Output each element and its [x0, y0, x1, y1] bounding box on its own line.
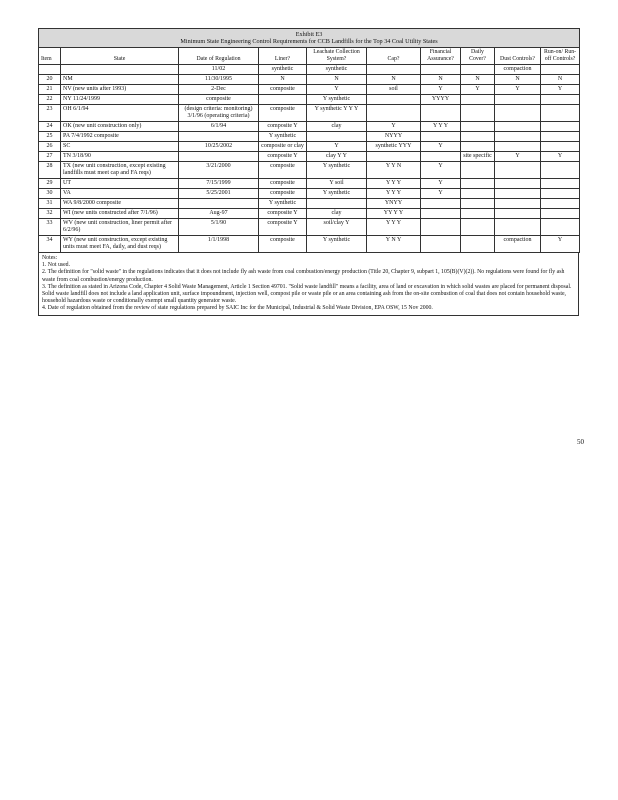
table-cell: [461, 142, 495, 152]
table-cell: NYYY: [367, 132, 421, 142]
table-cell: [307, 199, 367, 209]
table-cell: NM: [61, 75, 179, 85]
table-cell: clay: [307, 209, 367, 219]
table-cell: clay: [307, 122, 367, 132]
table-row: [39, 132, 580, 142]
table-cell: 32: [39, 209, 61, 219]
table-cell: site specific: [461, 152, 495, 162]
exhibit-title-row: [39, 29, 580, 48]
page-number: 50: [577, 438, 584, 446]
table-cell: [495, 132, 541, 142]
table-cell: 21: [39, 85, 61, 95]
table-row: [39, 209, 580, 219]
table-cell: (design criteria: monitoring) 3/1/96 (operating criteria): [179, 105, 259, 122]
table-row: [39, 199, 580, 209]
table-cell: compaction: [495, 236, 541, 253]
table-cell: YY Y Y: [367, 209, 421, 219]
table-cell: [541, 199, 580, 209]
col-header-daily-cover: Daily Cover?: [461, 48, 495, 65]
table-cell: 10/25/2002: [179, 142, 259, 152]
table-cell: Y N Y: [367, 236, 421, 253]
table-cell: composite Y: [259, 219, 307, 236]
requirements-table: [38, 28, 580, 253]
table-cell: composite: [259, 236, 307, 253]
table-cell: 23: [39, 105, 61, 122]
table-cell: 30: [39, 189, 61, 199]
table-row: [39, 75, 580, 85]
table-cell: Y synthetic: [259, 132, 307, 142]
table-cell: [179, 152, 259, 162]
table-row: [39, 219, 580, 236]
exhibit-title: Minimum State Engineering Control Requirements for CCB Landfills for the Top 34 Coal Utility States: [180, 38, 438, 45]
table-cell: 11/02: [179, 65, 259, 75]
table-cell: 24: [39, 122, 61, 132]
table-cell: soil/clay Y: [307, 219, 367, 236]
table-cell: Y: [495, 152, 541, 162]
table-row: [39, 65, 580, 75]
table-cell: 5/25/2001: [179, 189, 259, 199]
notes-block: [38, 253, 579, 316]
table-cell: Y: [421, 162, 461, 179]
table-row: [39, 236, 580, 253]
table-cell: [541, 209, 580, 219]
table-cell: [259, 95, 307, 105]
table-cell: composite or clay: [259, 142, 307, 152]
table-cell: [461, 65, 495, 75]
table-row: [39, 142, 580, 152]
table-cell: Y Y N: [367, 162, 421, 179]
table-cell: [541, 142, 580, 152]
table-cell: Y synthetic: [307, 162, 367, 179]
table-cell: [541, 95, 580, 105]
table-cell: composite Y: [259, 209, 307, 219]
table-cell: [421, 219, 461, 236]
table-cell: [495, 179, 541, 189]
table-cell: Y Y Y: [367, 219, 421, 236]
col-header-item: Item: [39, 48, 61, 65]
table-cell: NY 11/24/1999: [61, 95, 179, 105]
table-row: [39, 152, 580, 162]
table-cell: synthetic: [259, 65, 307, 75]
table-cell: [541, 179, 580, 189]
table-cell: PA 7/4/1992 composite: [61, 132, 179, 142]
table-cell: 5/1/90: [179, 219, 259, 236]
table-cell: composite: [259, 85, 307, 95]
table-cell: TX (new unit construction, except existing landfills must meet cap and FA reqs): [61, 162, 179, 179]
table-cell: 34: [39, 236, 61, 253]
table-cell: [461, 122, 495, 132]
note-3: 3. The definition as stated in Arizona Code, Chapter 4 Solid Waste Management, Article 1 Section 49701. "Solid waste landfill" means a facility, area of land or excavation in which solid wastes are placed for permanent disposal. Solid waste landfill does not include a land application unit, surface impoundment, injection well, compost pile or waste pile or an area containing ash from the on-site combustion of coal that does not contain household waste, household hazardous waste or conditionally exempt small quantity generator waste.: [42, 283, 572, 305]
table-cell: VA: [61, 189, 179, 199]
table-cell: [495, 95, 541, 105]
table-cell: composite: [259, 162, 307, 179]
note-2: 2. The definition for "solid waste" in the regulations indicates that it does not include fly ash waste from coal combustion/energy production (Title 20, Chapter 9, subpart 1, 105(B)(V)(2)). No regulations were found for fly ash waste from coal combustion/energy production.: [42, 269, 565, 283]
table-cell: UT: [61, 179, 179, 189]
table-cell: [461, 199, 495, 209]
table-cell: Y synthetic: [259, 199, 307, 209]
table-cell: WY (new unit construction, except existing units must meet FA, daily, and dust reqs): [61, 236, 179, 253]
table-cell: composite: [259, 189, 307, 199]
table-cell: [541, 132, 580, 142]
table-cell: clay Y Y: [307, 152, 367, 162]
table-cell: Y synthetic: [307, 95, 367, 105]
col-header-state: State: [61, 48, 179, 65]
table-cell: Y: [541, 85, 580, 95]
table-cell: [421, 132, 461, 142]
table-cell: Y: [367, 122, 421, 132]
table-cell: 2-Dec: [179, 85, 259, 95]
table-cell: [179, 199, 259, 209]
table-row: [39, 85, 580, 95]
table-cell: 7/15/1999: [179, 179, 259, 189]
table-cell: N: [367, 75, 421, 85]
table-cell: 26: [39, 142, 61, 152]
table-cell: [541, 162, 580, 179]
table-cell: WA 9/8/2000 composite: [61, 199, 179, 209]
exhibit-label: Exhibit E3: [295, 31, 323, 38]
table-cell: 33: [39, 219, 61, 236]
column-header-row: [39, 48, 580, 65]
table-cell: 29: [39, 179, 61, 189]
table-cell: Y Y Y: [421, 122, 461, 132]
table-cell: OH 6/1/94: [61, 105, 179, 122]
table-cell: [367, 65, 421, 75]
table-cell: Y synthetic: [307, 236, 367, 253]
table-cell: 27: [39, 152, 61, 162]
table-cell: WI (new units constructed after 7/1/96): [61, 209, 179, 219]
table-cell: [367, 152, 421, 162]
table-cell: Y: [541, 152, 580, 162]
table-cell: Y Y Y: [367, 189, 421, 199]
table-cell: N: [495, 75, 541, 85]
table-cell: [495, 199, 541, 209]
table-cell: [461, 219, 495, 236]
table-cell: OK (new unit construction only): [61, 122, 179, 132]
table-cell: [495, 209, 541, 219]
table-row: [39, 162, 580, 179]
table-row: [39, 179, 580, 189]
table-cell: synthetic: [307, 65, 367, 75]
table-cell: [461, 179, 495, 189]
table-cell: [495, 105, 541, 122]
table-cell: Y: [541, 236, 580, 253]
table-row: [39, 189, 580, 199]
col-header-leachate: Leachate Collection System?: [307, 48, 367, 65]
table-cell: [461, 236, 495, 253]
table-cell: 3/21/2000: [179, 162, 259, 179]
table-cell: 20: [39, 75, 61, 85]
table-cell: composite: [259, 105, 307, 122]
table-cell: [461, 105, 495, 122]
col-header-cap: Cap?: [367, 48, 421, 65]
table-cell: [541, 122, 580, 132]
table-cell: [495, 219, 541, 236]
table-cell: [461, 189, 495, 199]
table-cell: [61, 65, 179, 75]
table-cell: Aug-97: [179, 209, 259, 219]
table-cell: Y: [421, 85, 461, 95]
table-cell: [179, 132, 259, 142]
table-cell: composite: [179, 95, 259, 105]
table-cell: Y: [421, 142, 461, 152]
table-cell: composite Y: [259, 152, 307, 162]
table-cell: soil: [367, 85, 421, 95]
col-header-runon: Run-on/ Run-off Controls?: [541, 48, 580, 65]
col-header-dust: Dust Controls?: [495, 48, 541, 65]
table-row: [39, 122, 580, 132]
table-cell: N: [259, 75, 307, 85]
table-cell: YYYY: [421, 95, 461, 105]
table-cell: 6/1/94: [179, 122, 259, 132]
table-cell: [495, 162, 541, 179]
table-cell: SC: [61, 142, 179, 152]
table-cell: 31: [39, 199, 61, 209]
table-cell: [421, 236, 461, 253]
note-1: 1. Not used.: [42, 262, 71, 269]
table-cell: synthetic YYY: [367, 142, 421, 152]
table-cell: Y Y Y: [367, 179, 421, 189]
table-cell: Y: [307, 85, 367, 95]
table-cell: Y: [495, 85, 541, 95]
table-cell: NV (new units after 1993): [61, 85, 179, 95]
notes-heading: Notes:: [42, 255, 58, 261]
table-row: [39, 95, 580, 105]
table-cell: [421, 209, 461, 219]
table-cell: [421, 199, 461, 209]
table-cell: [461, 95, 495, 105]
table-cell: YNYY: [367, 199, 421, 209]
table-cell: [495, 142, 541, 152]
table-cell: [367, 105, 421, 122]
table-cell: [421, 65, 461, 75]
table-cell: Y synthetic Y Y Y: [307, 105, 367, 122]
table-cell: [461, 209, 495, 219]
table-cell: Y soil: [307, 179, 367, 189]
table-cell: composite Y: [259, 122, 307, 132]
table-cell: 28: [39, 162, 61, 179]
table-cell: N: [541, 75, 580, 85]
table-cell: [307, 132, 367, 142]
table-cell: 11/30/1995: [179, 75, 259, 85]
table-cell: [421, 105, 461, 122]
table-cell: Y: [421, 179, 461, 189]
table-cell: composite: [259, 179, 307, 189]
table-cell: 25: [39, 132, 61, 142]
table-cell: Y: [307, 142, 367, 152]
table-cell: 22: [39, 95, 61, 105]
col-header-liner: Liner?: [259, 48, 307, 65]
table-cell: N: [421, 75, 461, 85]
table-cell: [495, 122, 541, 132]
table-cell: [421, 152, 461, 162]
table-cell: [541, 105, 580, 122]
table-cell: WV (new unit construction, liner permit after 6/2/96): [61, 219, 179, 236]
table-cell: [461, 132, 495, 142]
exhibit-sheet: [38, 28, 579, 316]
table-cell: Y: [461, 85, 495, 95]
table-cell: [541, 189, 580, 199]
col-header-date: Date of Regulation: [179, 48, 259, 65]
col-header-financial: Financial Assurance?: [421, 48, 461, 65]
table-cell: [39, 65, 61, 75]
table-cell: N: [461, 75, 495, 85]
table-cell: N: [307, 75, 367, 85]
table-cell: Y synthetic: [307, 189, 367, 199]
table-cell: [367, 95, 421, 105]
table-cell: [461, 162, 495, 179]
table-cell: TN 3/18/90: [61, 152, 179, 162]
table-cell: [495, 189, 541, 199]
table-cell: 1/1/1998: [179, 236, 259, 253]
table-cell: Y: [421, 189, 461, 199]
exhibit-title-cell: [39, 29, 580, 48]
table-cell: compaction: [495, 65, 541, 75]
note-4: 4. Date of regulation obtained from the review of state regulations prepared by SAIC Inc for the Municipal, Industrial & Solid Waste Division, EPA OSW, 15 Nov 2000.: [42, 305, 433, 312]
table-cell: [541, 65, 580, 75]
table-row: [39, 105, 580, 122]
table-cell: [541, 219, 580, 236]
